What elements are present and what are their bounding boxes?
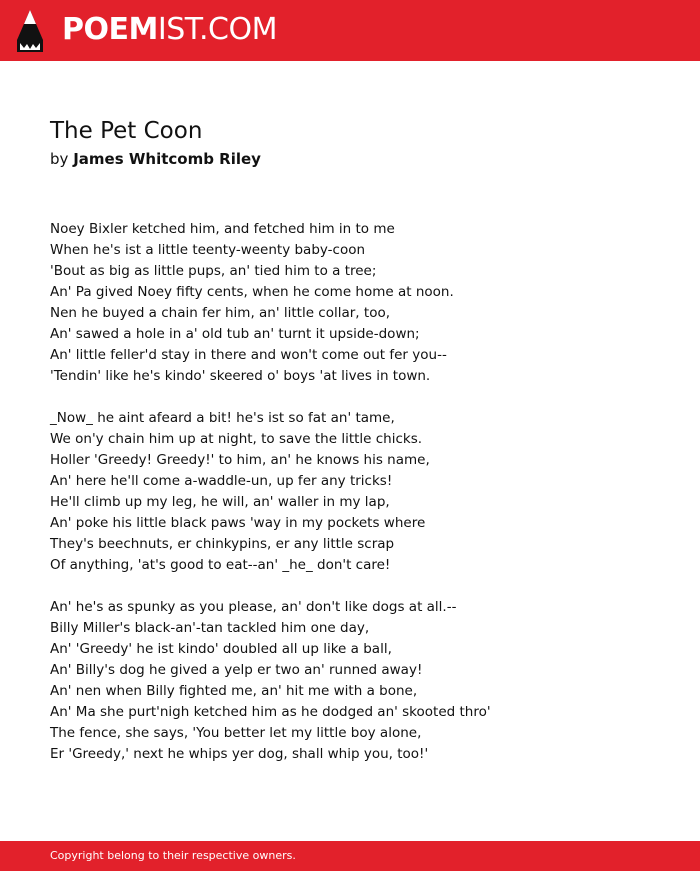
poem-line: When he's ist a little teenty-weenty baby-coon bbox=[50, 242, 366, 258]
poem-line: An' nen when Billy fighted me, an' hit me with a bone, bbox=[50, 683, 418, 699]
poem-line: An' here he'll come a-waddle-un, up fer any tricks! bbox=[50, 473, 393, 489]
byline bbox=[50, 149, 261, 169]
site-logo[interactable] bbox=[62, 12, 277, 48]
poem-line: Er 'Greedy,' next he whips yer dog, shall whip you, too!' bbox=[50, 746, 429, 762]
site-header bbox=[0, 0, 700, 61]
copyright-notice: Copyright belong to their respective owners. bbox=[50, 849, 296, 862]
byline-prefix: by bbox=[50, 150, 69, 168]
poem-stanza bbox=[50, 597, 670, 765]
poem-line: An' sawed a hole in a' old tub an' turnt it upside-down; bbox=[50, 326, 420, 342]
poem-line: An' he's as spunky as you please, an' don't like dogs at all.-- bbox=[50, 599, 457, 615]
poem-line: An' little feller'd stay in there and won't come out fer you-- bbox=[50, 347, 447, 363]
logo-light-text: IST.COM bbox=[157, 12, 277, 47]
poem-line: He'll climb up my leg, he will, an' waller in my lap, bbox=[50, 494, 390, 510]
poem-line: We on'y chain him up at night, to save the little chicks. bbox=[50, 431, 423, 447]
site-footer bbox=[0, 841, 700, 871]
pencil-icon[interactable] bbox=[17, 10, 43, 52]
poem-line: An' 'Greedy' he ist kindo' doubled all up like a ball, bbox=[50, 641, 392, 657]
poem-title: The Pet Coon bbox=[50, 118, 203, 144]
poem-line: Of anything, 'at's good to eat--an' _he_ don't care! bbox=[50, 557, 391, 573]
poem-line: 'Tendin' like he's kindo' skeered o' boys 'at lives in town. bbox=[50, 368, 431, 384]
poem-stanza bbox=[50, 408, 670, 576]
poem-stanza bbox=[50, 219, 670, 387]
poem-line: They's beechnuts, er chinkypins, er any little scrap bbox=[50, 536, 395, 552]
poem-line: An' Billy's dog he gived a yelp er two an' runned away! bbox=[50, 662, 423, 678]
poem-line: An' poke his little black paws 'way in my pockets where bbox=[50, 515, 426, 531]
author-name: James Whitcomb Riley bbox=[73, 150, 261, 168]
poem-line: Holler 'Greedy! Greedy!' to him, an' he knows his name, bbox=[50, 452, 430, 468]
poem-line: Billy Miller's black-an'-tan tackled him one day, bbox=[50, 620, 370, 636]
poem-line: An' Pa gived Noey fifty cents, when he come home at noon. bbox=[50, 284, 454, 300]
poem-line: Nen he buyed a chain fer him, an' little collar, too, bbox=[50, 305, 390, 321]
poem-line: An' Ma she purt'nigh ketched him as he dodged an' skooted thro' bbox=[50, 704, 491, 720]
poem-line: 'Bout as big as little pups, an' tied him to a tree; bbox=[50, 263, 377, 279]
poem-line: The fence, she says, 'You better let my little boy alone, bbox=[50, 725, 422, 741]
poem-line: Noey Bixler ketched him, and fetched him in to me bbox=[50, 221, 395, 237]
logo-bold-text: POEM bbox=[62, 12, 158, 47]
poem-body bbox=[50, 219, 670, 786]
poem-line: _Now_ he aint afeard a bit! he's ist so fat an' tame, bbox=[50, 410, 395, 426]
